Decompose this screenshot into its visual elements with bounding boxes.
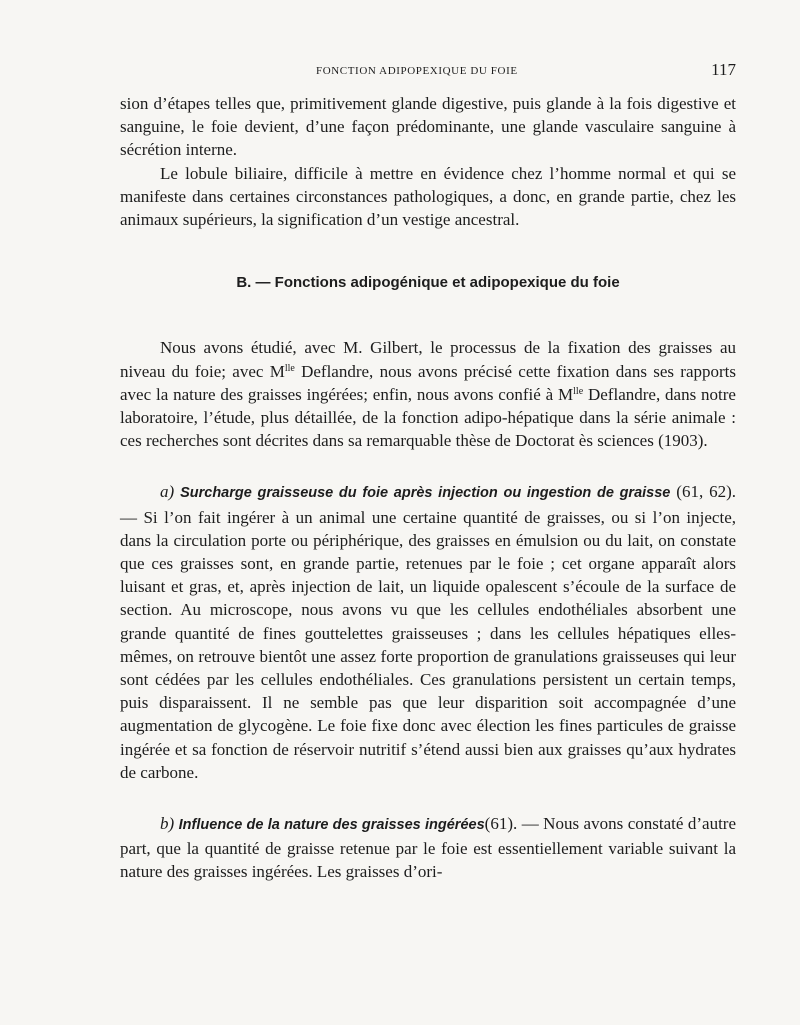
subsection-b-marker: b) (160, 814, 175, 834)
subsection-a-title: Surcharge graisseuse du foie après injection ou ingestion de graisse (180, 485, 671, 502)
intro-paragraph-2: Le lobule biliaire, difficile à mettre en évidence chez l’homme normal et qui se manifeste dans certaines circonstances pathologiques, a donc, en grande partie, chez les animaux supérieurs, la signification d’un vestige ancestral. (120, 163, 736, 230)
running-title: FONCTION ADIPOPEXIQUE DU FOIE (316, 65, 518, 77)
section-heading: B. — Fonctions adipogénique et adipopexique du foie (236, 274, 620, 292)
subsection-b-paragraph (120, 812, 736, 884)
subsection-b-text: (61). — Nous avons constaté d’autre part, que la quantité de graisse retenue par le foie est essentiellement variable suivant la nature des graisses ingérées. Les graisses d’ori- (120, 814, 736, 882)
page-number: 117 (711, 60, 736, 79)
intro-paragraph-1: sion d’étapes telles que, primitivement glande digestive, puis glande à la fois digestive et sanguine, le foie devient, d’une façon prédominante, une glande vasculaire sanguine à sécrétion interne. (120, 94, 736, 160)
subsection-a-paragraph (120, 480, 736, 784)
mlle-superscript-2: lle (573, 385, 584, 397)
page-header (120, 62, 736, 84)
main-paragraph-text-3: Deflandre, dans notre laboratoire, l’étude, plus détaillée, de la fonction adipo-hépatique dans la série animale : ces recherches sont décrites dans sa remarquable thèse de Doctorat ès sciences (1903). (120, 384, 736, 451)
mlle-superscript-1: lle (284, 362, 295, 374)
main-paragraph-text-1: Nous avons étudié, avec M. Gilbert, le processus de la fixation des graisses au niveau du foie; avec M (120, 338, 736, 381)
main-paragraph-text-2: Deflandre, nous avons précisé cette fixation dans ses rapports avec la nature des graisses ingérées; enfin, nous avons confié à M (120, 361, 736, 404)
main-paragraph (120, 336, 736, 452)
subsection-b-title: Influence de la nature des graisses ingérées (178, 817, 485, 834)
page-body (120, 92, 736, 884)
subsection-a-marker: a) (160, 482, 175, 502)
subsection-a-text: (61, 62). — Si l’on fait ingérer à un animal une certaine quantité de graisses, ou si l’on injecte, dans la circulation porte ou périphérique, des graisses en émulsion ou du lait, on constate que ces graisses sont, en grande partie, retenues par le foie ; cet organe apparaît alors luisant et gras, et, après injection de lait, un liquide opalescent s’écoule de la surface de section. Au microscope, nous avons vu que les cellules endothéliales absorbent une grande quantité de fines gouttelettes graisseuses ; dans les cellules hépatiques elles-mêmes, on retrouve bientôt une assez forte proportion de granulations graisseuses qui leur sont cédées par les cellules endothéliales. Ces granulations persistent un certain temps, puis disparaissent. Il ne semble pas que leur disparition soit accompagnée d’une augmentation de glycogène. Le foie fixe donc avec élection les fines particules de graisse ingérée et sa fonction de réservoir nutritif s’étend aussi bien aux graisses qu’aux hydrates de carbone. (120, 482, 737, 782)
